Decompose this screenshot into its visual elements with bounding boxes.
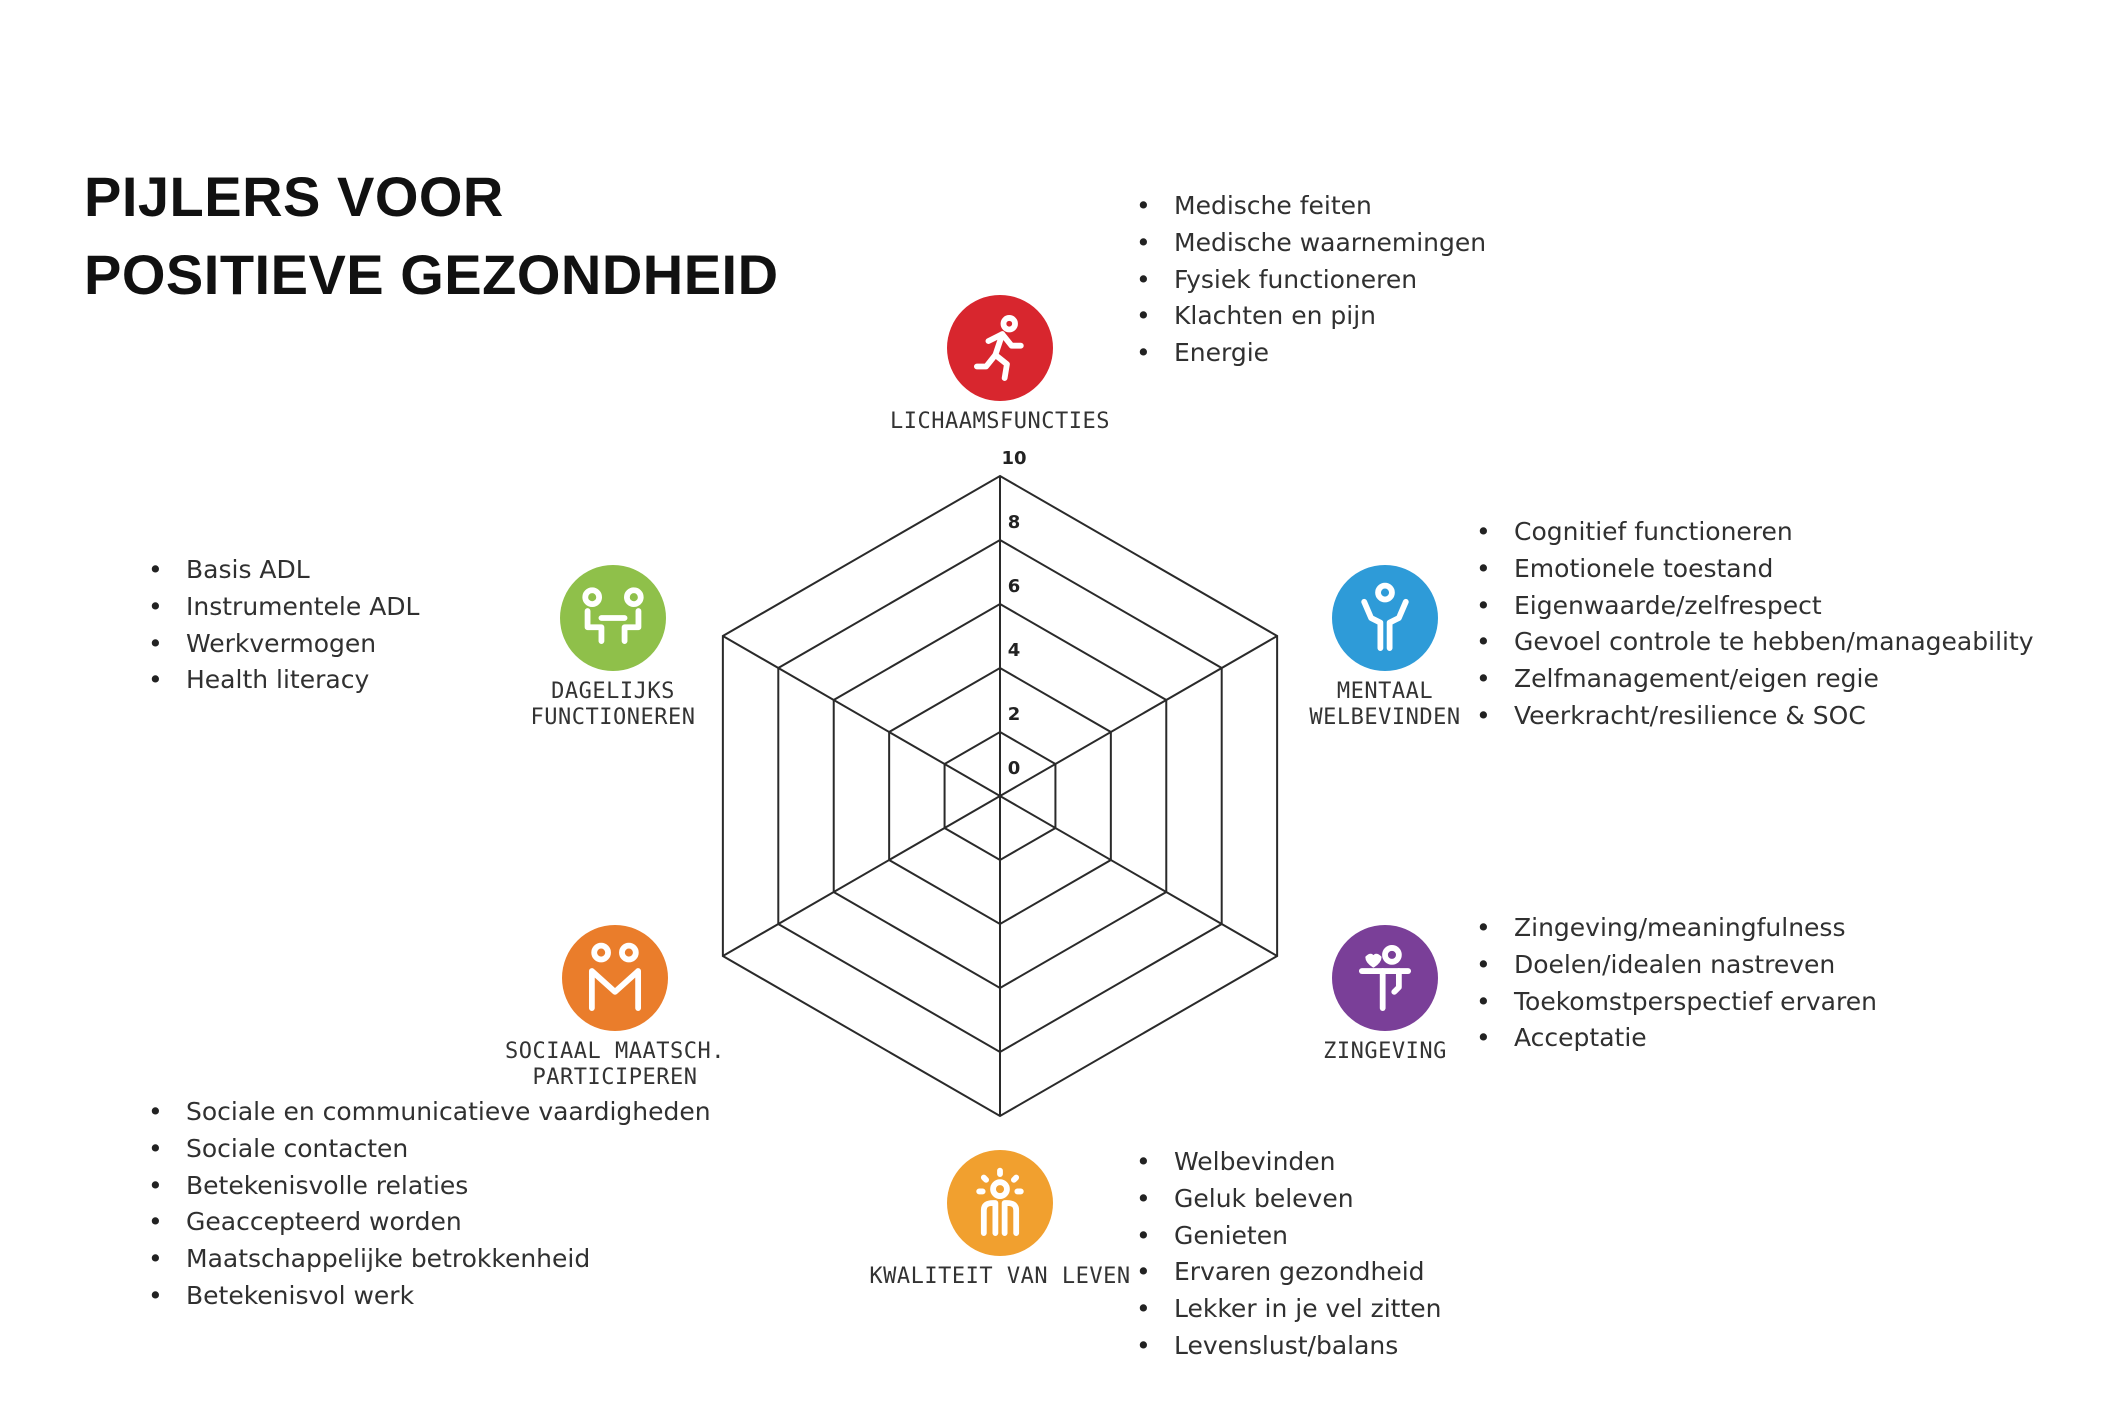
list-item: • Doelen/idealen nastreven — [1476, 947, 1877, 984]
list-item: • Betekenisvolle relaties — [148, 1168, 711, 1205]
scale-label-8: 8 — [1007, 512, 1021, 533]
list-mentaal-welbevinden — [1476, 514, 2034, 735]
pillar-label-sociaal-participeren: SOCIAAL MAATSCH. PARTICIPEREN — [505, 1039, 725, 1090]
list-item: • Energie — [1136, 335, 1486, 372]
list-item: • Sociale contacten — [148, 1131, 711, 1168]
list-item: • Gevoel controle te hebben/manageability — [1476, 624, 2034, 661]
list-item: • Veerkracht/resilience & SOC — [1476, 698, 2034, 735]
list-item: • Zingeving/meaningfulness — [1476, 910, 1877, 947]
pillar-label-kwaliteit-van-leven: KWALITEIT VAN LEVEN — [869, 1264, 1131, 1289]
pillar-label-zingeving: ZINGEVING — [1323, 1039, 1447, 1064]
list-item: • Sociale en communicatieve vaardigheden — [148, 1094, 711, 1131]
list-item: • Toekomstperspectief ervaren — [1476, 984, 1877, 1021]
list-item: • Zelfmanagement/eigen regie — [1476, 661, 2034, 698]
pillar-label-lichaamsfuncties: LICHAAMSFUNCTIES — [890, 409, 1110, 434]
pillar-label-dagelijks-functioneren: DAGELIJKS FUNCTIONEREN — [530, 679, 696, 730]
list-kwaliteit-van-leven — [1136, 1144, 1442, 1365]
list-item: • Eigenwaarde/zelfrespect — [1476, 588, 2034, 625]
list-item: • Basis ADL — [148, 552, 419, 589]
title-line-2: POSITIEVE GEZONDHEID — [84, 243, 779, 306]
list-item: • Betekenisvol werk — [148, 1278, 711, 1315]
person-arms-raised-icon — [1332, 565, 1438, 671]
two-people-icon — [562, 925, 668, 1031]
list-item: • Klachten en pijn — [1136, 298, 1486, 335]
list-item: • Acceptatie — [1476, 1020, 1877, 1057]
running-person-icon — [947, 295, 1053, 401]
list-sociaal-participeren — [148, 1094, 711, 1315]
person-sun-icon — [947, 1150, 1053, 1256]
scale-label-10: 10 — [1001, 448, 1027, 469]
radar-scale-labels — [1001, 448, 1026, 779]
list-zingeving — [1476, 910, 1877, 1057]
list-lichaamsfuncties — [1136, 188, 1486, 372]
list-item: • Lekker in je vel zitten — [1136, 1291, 1442, 1328]
person-heart-icon — [1332, 925, 1438, 1031]
list-item: • Maatschappelijke betrokkenheid — [148, 1241, 711, 1278]
list-item: • Fysiek functioneren — [1136, 262, 1486, 299]
list-item: • Emotionele toestand — [1476, 551, 2034, 588]
title-line-1: PIJLERS VOOR — [84, 165, 504, 228]
list-item: • Geaccepteerd worden — [148, 1204, 711, 1241]
list-item: • Cognitief functioneren — [1476, 514, 2034, 551]
list-item: • Medische feiten — [1136, 188, 1486, 225]
list-item: • Werkvermogen — [148, 626, 419, 663]
people-at-table-icon — [560, 565, 666, 671]
pillar-label-mentaal-welbevinden: MENTAAL WELBEVINDEN — [1309, 679, 1461, 730]
list-item: • Health literacy — [148, 662, 419, 699]
list-item: • Instrumentele ADL — [148, 589, 419, 626]
scale-label-6: 6 — [1007, 576, 1021, 597]
list-item: • Geluk beleven — [1136, 1181, 1442, 1218]
list-dagelijks-functioneren — [148, 552, 419, 699]
scale-label-0: 0 — [1007, 758, 1021, 779]
page-title — [84, 158, 779, 314]
pillar-dagelijks-functioneren — [403, 565, 823, 731]
scale-label-2: 2 — [1007, 704, 1021, 725]
list-item: • Genieten — [1136, 1218, 1442, 1255]
list-item: • Welbevinden — [1136, 1144, 1442, 1181]
scale-label-4: 4 — [1007, 640, 1021, 661]
list-item: • Levenslust/balans — [1136, 1328, 1442, 1365]
pillar-sociaal-participeren — [405, 925, 825, 1091]
list-item: • Medische waarnemingen — [1136, 225, 1486, 262]
list-item: • Ervaren gezondheid — [1136, 1254, 1442, 1291]
